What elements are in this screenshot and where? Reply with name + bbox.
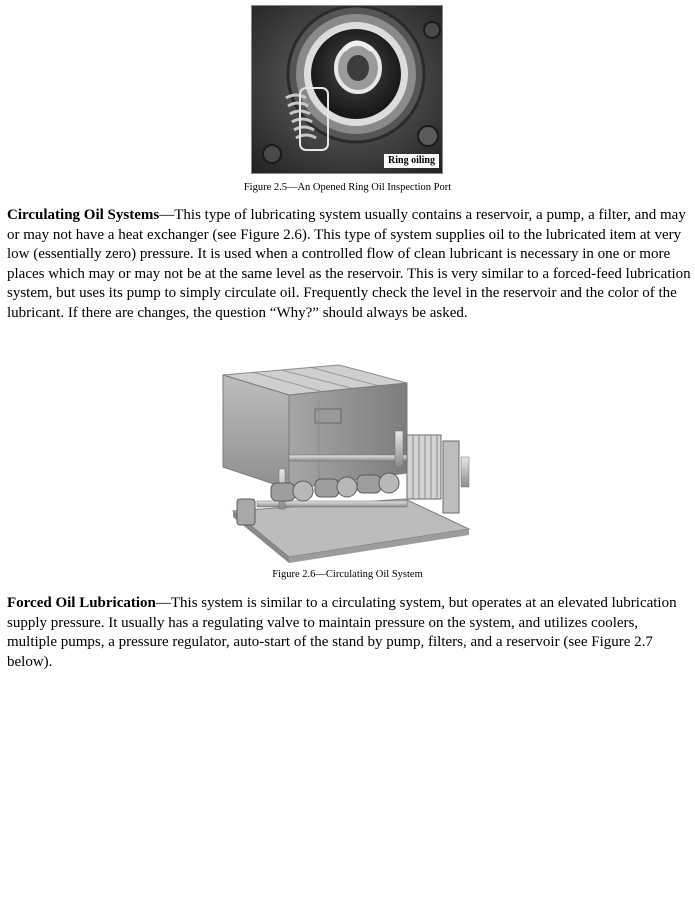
forced-oil-text: —This system is similar to a circulating system, but operates at an elevated lubrication supply pressure. It usually has a regulating valve to maintain pressure on the system, and utilizes coolers, multiple pumps, a pressure regulator, auto-start of the stand by pump, filters, and a reservoir (see Figure 2.7 below). — [7, 595, 677, 670]
circulating-oil-system-illustration — [219, 361, 477, 563]
circulating-oil-system-photo — [219, 361, 477, 563]
figure-2-5-caption: Figure 2.5—An Opened Ring Oil Inspection Port — [243, 182, 452, 193]
forced-oil-heading: Forced Oil Lubrication — [7, 595, 156, 611]
circulating-oil-text: —This type of lubricating system usually contains a reservoir, a pump, a filter, and may or may not have a heat exchanger (see Figure 2.6). This type of system supplies oil to the lubricated item at very low (essentially zero) pressure. It is used when a controlled flow of clean lubricant is necessary in one or more places which may or may not be at the same level as the reservoir. This is very similar to a forced-feed lubrication system, but uses its pump to simply circulate oil. Frequently check the level in the reservoir and the color of the lubricant. If there are changes, the question “Why?” should always be asked. — [7, 207, 691, 321]
forced-oil-paragraph — [7, 594, 691, 672]
figure-2-6-caption: Figure 2.6—Circulating Oil System — [272, 569, 423, 580]
ring-oil-inspection-photo — [251, 5, 443, 174]
circulating-oil-heading: Circulating Oil Systems — [7, 207, 160, 223]
ring-oil-port-illustration — [252, 6, 443, 174]
circulating-oil-paragraph — [7, 206, 691, 324]
figure-label: Ring oiling — [384, 154, 439, 168]
